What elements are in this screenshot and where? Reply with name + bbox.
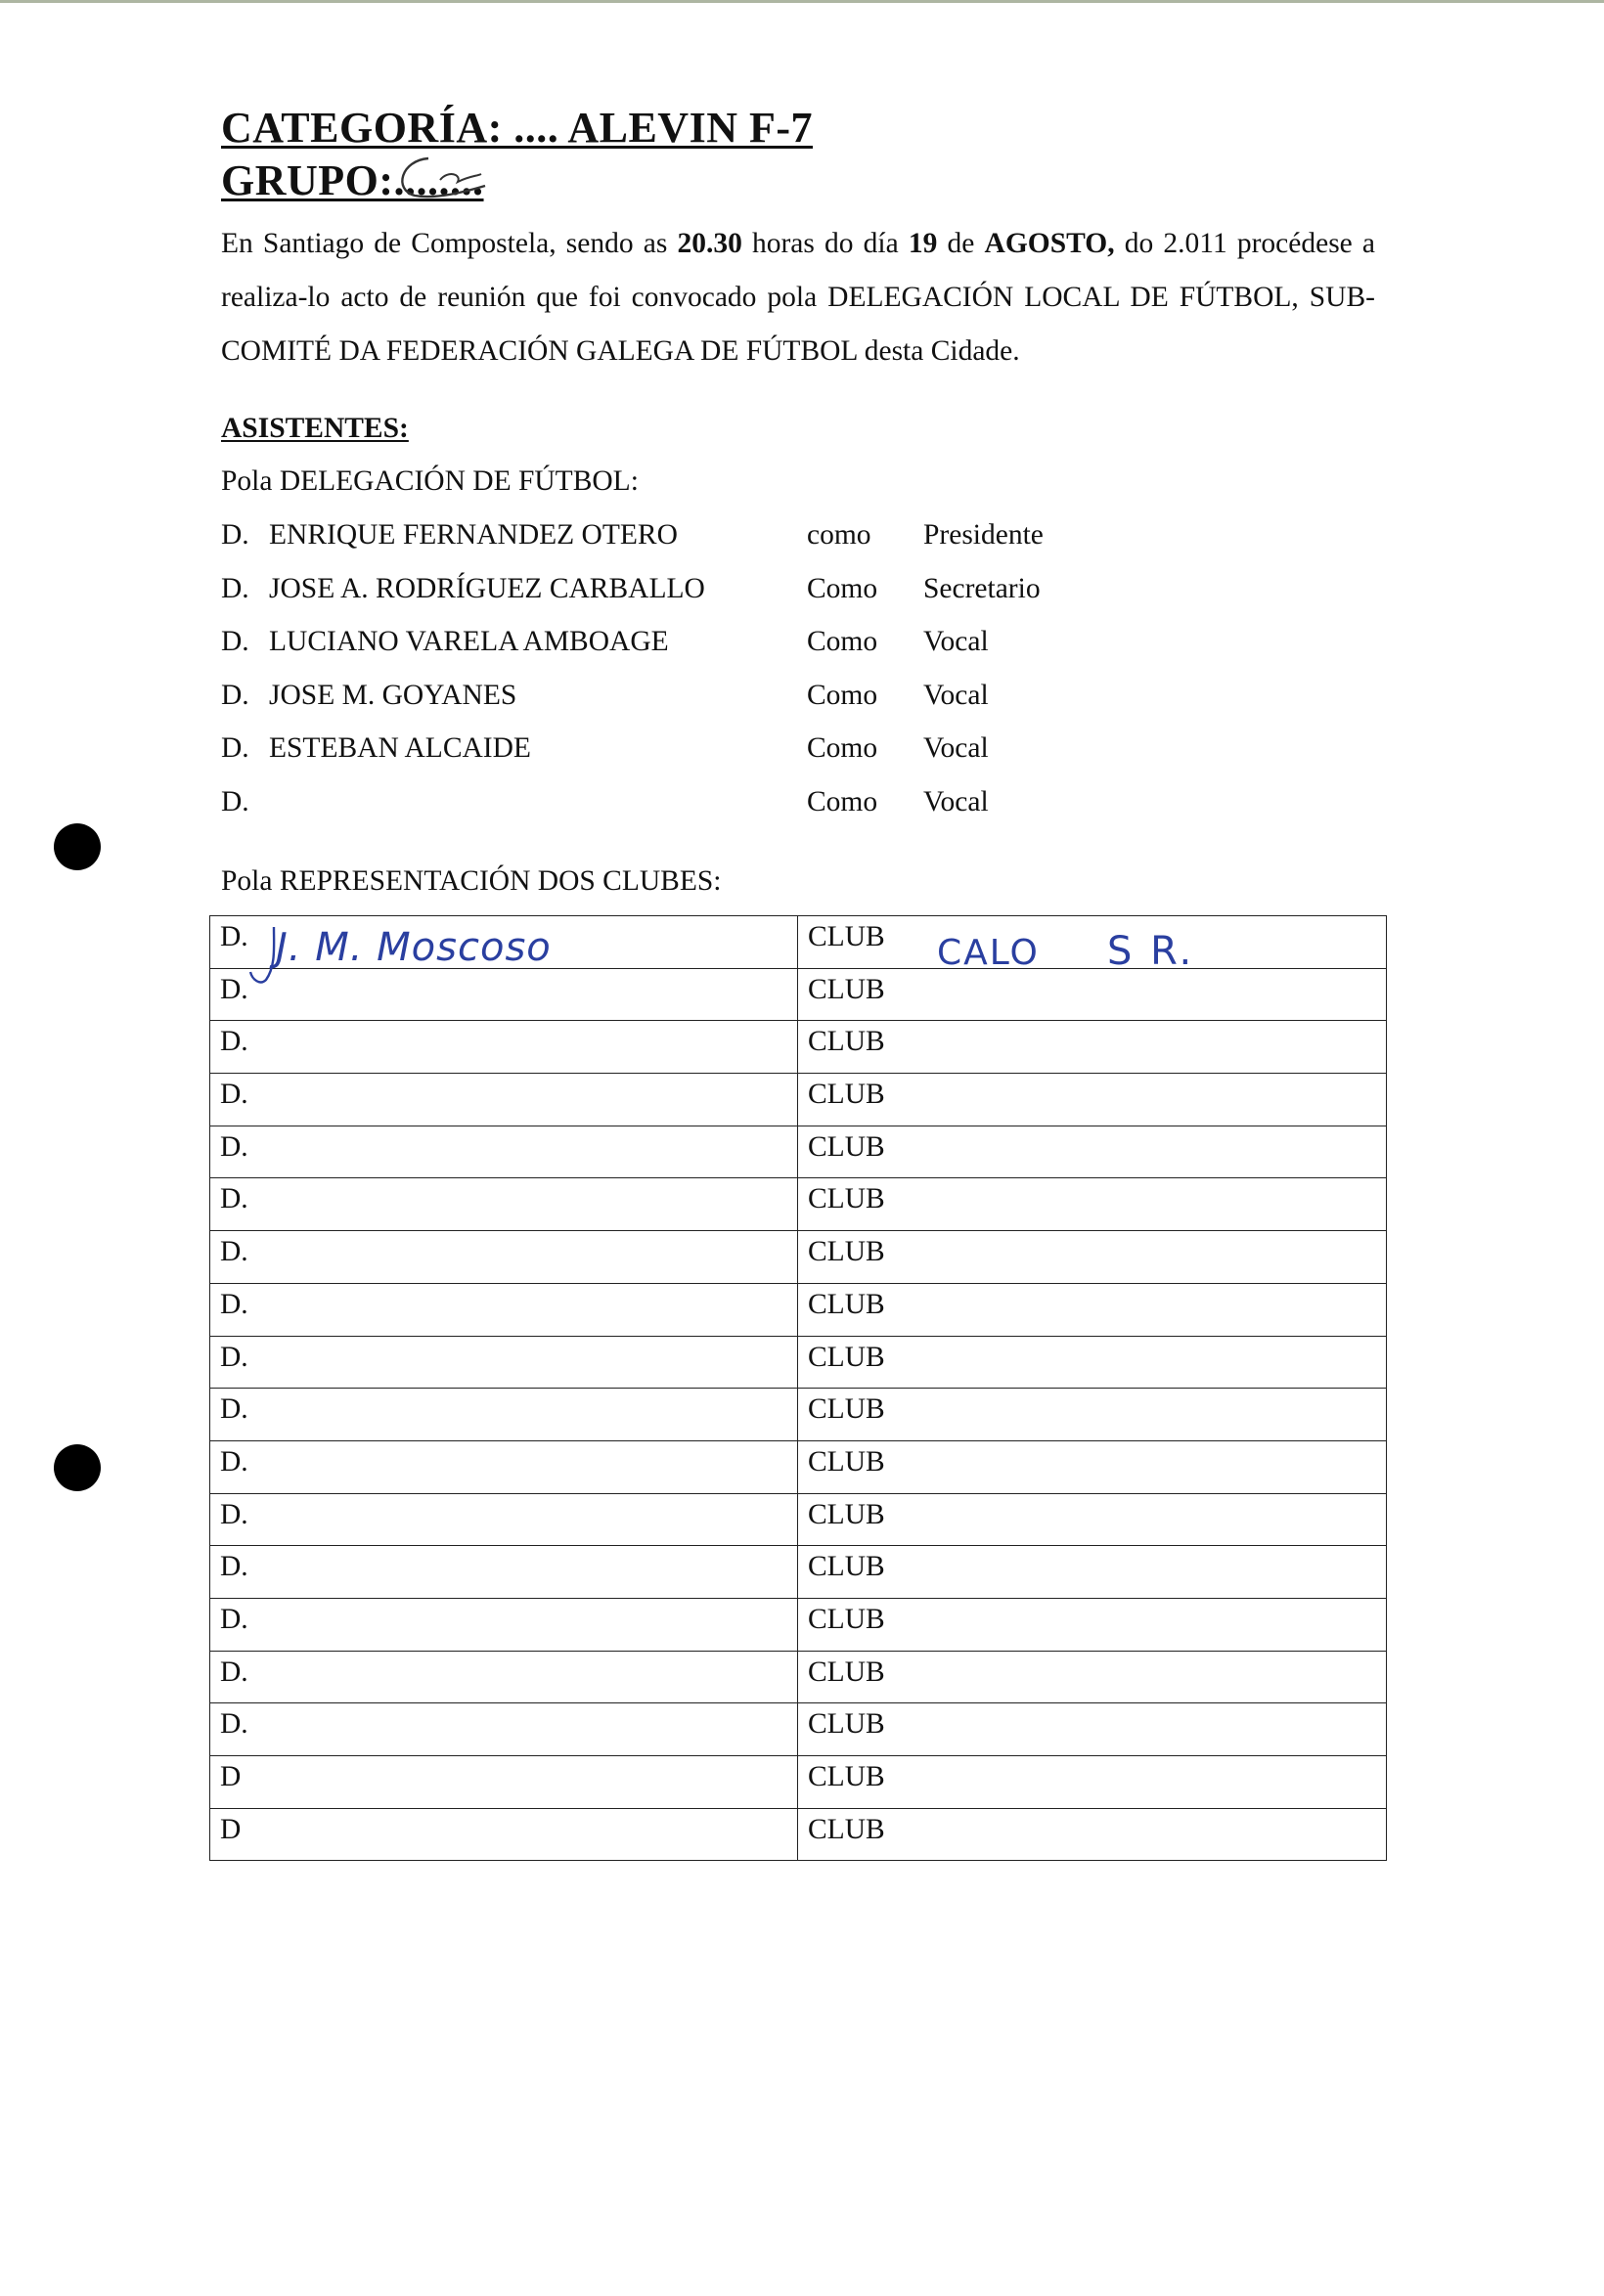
delegate-prefix: D.	[221, 519, 249, 551]
club-row	[210, 1021, 1387, 1074]
club-name-cell: CLUB	[798, 1389, 1387, 1441]
club-rep-cell: D.	[210, 968, 798, 1021]
delegate-prefix: D.	[221, 786, 249, 817]
club-row	[210, 1074, 1387, 1126]
handwritten-club-suffix: S R.	[1107, 929, 1195, 974]
group-handwritten-mark	[372, 147, 509, 205]
intro-paragraph: En Santiago de Compostela, sendo as 20.30 horas do día 19 de AGOSTO, do 2.011 procédese a realiza-lo acto de reunión que foi convocado pola DELEGACIÓN LOCAL DE FÚTBOL, SUB-COMITÉ DA FEDERACIÓN GALEGA DE FÚTBOL desta Cidade.	[221, 228, 1376, 367]
delegate-como: Como	[807, 626, 878, 657]
club-name-cell: CLUB	[798, 1651, 1387, 1703]
club-rep-cell: D.	[210, 1493, 798, 1546]
delegate-role: Vocal	[923, 732, 989, 764]
club-row	[210, 1651, 1387, 1703]
club-rep-cell: D.	[210, 1703, 798, 1756]
delegate-name: LUCIANO VARELA AMBOAGE	[269, 626, 669, 657]
delegate-como: Como	[807, 732, 878, 764]
club-row	[210, 968, 1387, 1021]
category-heading: CATEGORÍA: .... ALEVIN F-7	[221, 104, 814, 152]
club-rep-cell: D	[210, 1808, 798, 1861]
club-name-cell: CLUB	[798, 1703, 1387, 1756]
clubes-label: Pola REPRESENTACIÓN DOS CLUBES:	[221, 865, 722, 897]
club-name-cell: CLUB	[798, 1178, 1387, 1231]
club-rep-cell: D	[210, 1756, 798, 1809]
club-rep-cell: D.	[210, 1598, 798, 1651]
delegate-prefix: D.	[221, 573, 249, 604]
club-name-cell: CLUB	[798, 1440, 1387, 1493]
club-name-cell: CLUB	[798, 1231, 1387, 1284]
clubs-table	[209, 915, 1387, 1861]
club-row	[210, 1283, 1387, 1336]
club-rep-cell: D.	[210, 1336, 798, 1389]
delegate-role: Presidente	[923, 519, 1044, 551]
club-rep-cell: D.	[210, 1231, 798, 1284]
club-row	[210, 1389, 1387, 1441]
club-name-cell: CLUB	[798, 1126, 1387, 1178]
delegate-name: ENRIQUE FERNANDEZ OTERO	[269, 519, 678, 551]
club-name-cell: CLUB	[798, 1336, 1387, 1389]
delegate-prefix: D.	[221, 626, 249, 657]
club-row	[210, 1440, 1387, 1493]
delegate-role: Vocal	[923, 786, 989, 817]
delegate-prefix: D.	[221, 732, 249, 764]
club-rep-cell: D.	[210, 1283, 798, 1336]
club-name-cell: CLUB	[798, 1493, 1387, 1546]
punch-hole	[54, 1444, 101, 1491]
club-rep-cell: D.	[210, 1074, 798, 1126]
club-rep-cell: D.	[210, 1440, 798, 1493]
club-row	[210, 1231, 1387, 1284]
delegate-name: JOSE A. RODRÍGUEZ CARBALLO	[269, 573, 705, 604]
club-row	[210, 1493, 1387, 1546]
club-row	[210, 1336, 1387, 1389]
club-row	[210, 1756, 1387, 1809]
asistentes-heading: ASISTENTES:	[221, 413, 409, 444]
delegate-como: Como	[807, 573, 878, 604]
delegacion-label: Pola DELEGACIÓN DE FÚTBOL:	[221, 465, 639, 497]
club-row	[210, 1178, 1387, 1231]
delegate-como: como	[807, 519, 871, 551]
club-row	[210, 1703, 1387, 1756]
club-name-cell: CLUB	[798, 1074, 1387, 1126]
delegate-name: ESTEBAN ALCAIDE	[269, 732, 531, 764]
club-name-cell: CLUB	[798, 1021, 1387, 1074]
delegate-name: JOSE M. GOYANES	[269, 680, 517, 711]
club-name-cell: CLUB	[798, 1283, 1387, 1336]
handwritten-club-name: CALO	[937, 933, 1040, 973]
club-rep-cell: D.	[210, 916, 798, 969]
delegate-role: Secretario	[923, 573, 1041, 604]
club-name-cell: CLUB	[798, 1598, 1387, 1651]
club-name-cell: CLUB	[798, 968, 1387, 1021]
club-name-cell: CLUB	[798, 1756, 1387, 1809]
club-rep-cell: D.	[210, 1389, 798, 1441]
handwritten-rep-name: J. M. Moscoso	[276, 925, 552, 970]
scan-top-edge	[0, 0, 1604, 3]
club-name-cell: CLUB	[798, 916, 1387, 969]
club-rep-cell: D.	[210, 1178, 798, 1231]
club-row	[210, 1546, 1387, 1599]
delegate-como: Como	[807, 680, 878, 711]
delegate-como: Como	[807, 786, 878, 817]
club-name-cell: CLUB	[798, 1546, 1387, 1599]
club-row	[210, 1598, 1387, 1651]
delegate-role: Vocal	[923, 626, 989, 657]
delegate-role: Vocal	[923, 680, 989, 711]
club-row	[210, 1808, 1387, 1861]
club-rep-cell: D.	[210, 1021, 798, 1074]
delegate-prefix: D.	[221, 680, 249, 711]
club-row	[210, 1126, 1387, 1178]
club-rep-cell: D.	[210, 1126, 798, 1178]
group-heading: GRUPO:........	[221, 156, 484, 204]
club-name-cell: CLUB	[798, 1808, 1387, 1861]
punch-hole	[54, 823, 101, 870]
club-rep-cell: D.	[210, 1546, 798, 1599]
club-rep-cell: D.	[210, 1651, 798, 1703]
